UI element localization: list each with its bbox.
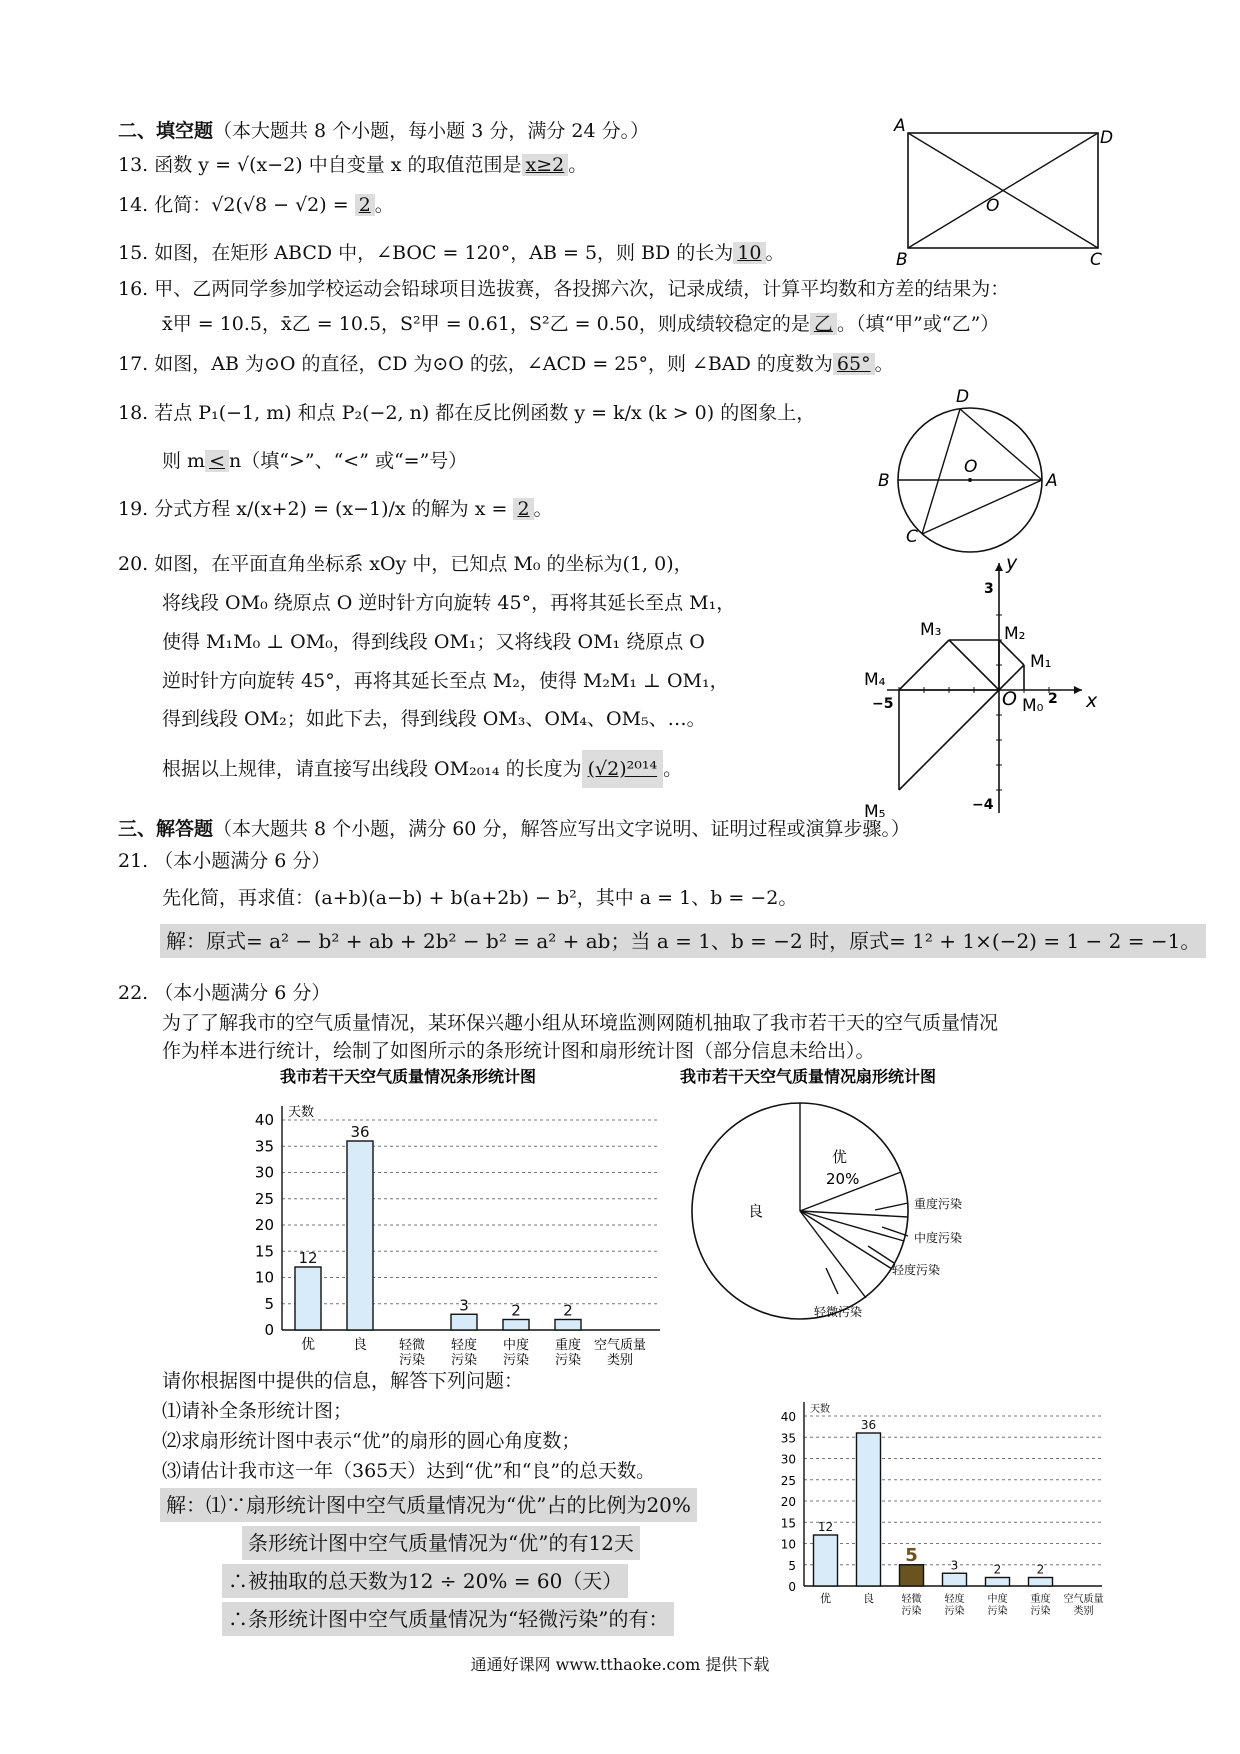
question-15: 15. 如图，在矩形 ABCD 中，∠BOC = 120°，AB = 5，则 BD 的长为 10 。 [118, 242, 785, 264]
y-axis-label: 天数 [810, 1404, 830, 1415]
y-tick-label: 35 [780, 1431, 796, 1446]
question-20-line4: 逆时针方向旋转 45°，再将其延长至点 M₂，使得 M₂M₁ ⊥ OM₁， [162, 670, 729, 692]
coord-label-m5: M₅ [864, 802, 886, 822]
pie-sector-line [800, 1211, 892, 1269]
x-tick-label: 轻度 [450, 1338, 478, 1353]
question-20-line2: 将线段 OM₀ 绕原点 O 逆时针方向旋转 45°，再将其延长至点 M₁， [162, 592, 736, 614]
x-axis-label: 类别 [606, 1353, 634, 1368]
bar [986, 1578, 1010, 1587]
question-19: 19. 分式方程 x/(x+2) = (x−1)/x 的解为 x = 2 。 [118, 498, 553, 520]
x-axis-label: 空气质量 [593, 1338, 647, 1353]
question-13: 13. 函数 y = √(x−2) 中自变量 x 的取值范围是 x≥2 。 [118, 154, 588, 176]
rect-label-d: D [1100, 128, 1114, 148]
y-tick-label: 30 [254, 1163, 274, 1182]
question-16: 16. 甲、乙两同学参加学校运动会铅球项目选拔赛，各投掷六次，记录成绩，计算平均数和方差的结果为： [118, 278, 1010, 300]
coord-label-y: y [1006, 555, 1018, 574]
bar-value-label: 5 [905, 1544, 918, 1566]
x-tick-label: 污染 [944, 1606, 965, 1617]
solution-22-step3: ∴被抽取的总天数为12 ÷ 20% = 60（天） [222, 1564, 628, 1598]
circle-label-d: D [956, 387, 970, 407]
pie-label-slight: 轻微污染 [814, 1305, 863, 1319]
bar-value-label: 3 [459, 1296, 469, 1315]
answer-17: 65° [833, 353, 875, 375]
x-tick-label: 良 [353, 1337, 367, 1353]
x-tick-label: 轻度 [944, 1594, 965, 1605]
solution-22-step1: 解：⑴∵扇形统计图中空气质量情况为“优”占的比例为20% [160, 1488, 697, 1522]
question-17: 17. 如图，AB 为⊙O 的直径，CD 为⊙O 的弦，∠ACD = 25°，则 ∠BAD 的度数为 65° 。 [118, 353, 894, 375]
rectangle-figure [890, 115, 1120, 265]
bar-value-label: 3 [950, 1558, 959, 1573]
answer-13: x≥2 [522, 154, 569, 176]
answer-15: 10 [733, 242, 765, 264]
y-tick-label: 10 [780, 1537, 796, 1552]
bar-chart-2 [762, 1382, 1132, 1634]
x-tick-label: 良 [863, 1592, 874, 1605]
pie-label-light: 轻度污染 [892, 1263, 941, 1277]
x-tick-label: 污染 [450, 1353, 478, 1368]
question-22-ask: 请你根据图中提供的信息，解答下列问题： [162, 1370, 524, 1392]
solution-22-step4: ∴条形统计图中空气质量情况为“轻微污染”的有： [222, 1602, 674, 1636]
y-tick-label: 40 [780, 1410, 796, 1424]
coord-label-x: x [1086, 690, 1098, 712]
circle-label-o: O [964, 457, 978, 477]
x-axis-label: 类别 [1073, 1606, 1094, 1617]
question-20-line5: 得到线段 OM₂；如此下去，得到线段 OM₃、OM₄、OM₅、…。 [162, 708, 706, 730]
x-tick-label: 污染 [398, 1353, 426, 1368]
page-footer: 通通好课网 www.tthaoke.com 提供下载 [470, 1655, 770, 1674]
question-22-part3: ⑶请估计我市这一年（365天）达到“优”和“良”的总天数。 [162, 1460, 656, 1482]
y-axis-label: 天数 [288, 1105, 315, 1120]
answer-20: (√2)²⁰¹⁴ [582, 750, 664, 788]
x-tick-label: 优 [301, 1337, 315, 1353]
coord-label-m3: M₃ [920, 620, 942, 640]
coord-label-m2: M₂ [1004, 624, 1026, 644]
rect-label-o: O [986, 196, 1000, 216]
coord-label-m4: M₄ [864, 670, 886, 690]
pie-label-heavy: 重度污染 [914, 1197, 963, 1211]
x-tick-label: 重度 [554, 1338, 582, 1353]
bar-value-label: 12 [298, 1249, 318, 1267]
bar [814, 1535, 838, 1586]
question-22-part2: ⑵求扇形统计图中表示“优”的扇形的圆心角度数； [162, 1430, 581, 1452]
x-tick-label: 中度 [502, 1338, 530, 1353]
question-22-line1: 为了了解我市的空气质量情况，某环保兴趣小组从环境监测网随机抽取了我市若干天的空气质量情况 [162, 1012, 999, 1034]
answer-14: 2 [355, 194, 375, 216]
coord-tick-neg5: −5 [872, 696, 894, 712]
y-tick-label: 40 [254, 1111, 274, 1129]
solution-21: 解：原式= a² − b² + ab + 2b² − b² = a² + ab；当 a = 1、b = −2 时，原式= 1² + 1×(−2) = 1 − 2 = −1。 [160, 924, 1206, 958]
question-21: 21. （本小题满分 6 分） [118, 850, 331, 872]
y-tick-label: 35 [254, 1137, 274, 1156]
solve-section-header: 三、解答题（本大题共 8 个小题，满分 60 分，解答应写出文字说明、证明过程或演算步骤。） [118, 818, 910, 840]
pie-chart [670, 1064, 1000, 1364]
coordinate-figure [842, 555, 1102, 825]
x-tick-label: 污染 [987, 1606, 1008, 1617]
y-tick-label: 5 [264, 1294, 274, 1313]
question-22-line2: 作为样本进行统计，绘制了如图所示的条形统计图和扇形统计图（部分信息未给出）。 [162, 1040, 875, 1062]
y-tick-label: 10 [254, 1268, 274, 1287]
circle-label-b: B [878, 471, 890, 491]
y-tick-label: 0 [264, 1321, 274, 1339]
y-tick-label: 20 [780, 1495, 796, 1509]
pie-label-you-pct: 20% [826, 1170, 860, 1188]
bar [555, 1320, 581, 1331]
bar-chart-1-title: 我市若干天空气质量情况条形统计图 [280, 1067, 537, 1086]
bar-value-label: 2 [1036, 1562, 1045, 1577]
y-tick-label: 20 [254, 1216, 274, 1234]
answer-16: 乙 [810, 313, 837, 335]
x-tick-label: 轻微 [398, 1338, 426, 1353]
bar [900, 1565, 924, 1586]
x-tick-label: 优 [820, 1592, 831, 1605]
circle-figure [870, 380, 1080, 560]
y-tick-label: 5 [788, 1558, 796, 1573]
answer-18: < [205, 450, 229, 472]
bar-value-label: 12 [817, 1520, 834, 1534]
pie-chart-title: 我市若干天空气质量情况扇形统计图 [680, 1067, 937, 1086]
y-tick-label: 15 [780, 1516, 796, 1531]
y-tick-label: 15 [254, 1242, 274, 1261]
pie-label-mid: 中度污染 [914, 1231, 963, 1245]
bar [857, 1433, 881, 1586]
solution-22-step2: 条形统计图中空气质量情况为“优”的有12天 [242, 1526, 640, 1560]
coord-tick-2: 2 [1048, 691, 1058, 707]
bar [503, 1320, 529, 1331]
question-16-line2: x̄甲 = 10.5，x̄乙 = 10.5，S²甲 = 0.61，S²乙 = 0.50，则成绩较稳定的是 乙 。（填“甲”或“乙”） [162, 313, 1000, 335]
bar [295, 1267, 321, 1330]
question-20-line6: 根据以上规律，请直接写出线段 OM₂₀₁₄ 的长度为 (√2)²⁰¹⁴ 。 [162, 756, 682, 782]
bar-value-label: 2 [993, 1562, 1002, 1577]
y-tick-label: 30 [780, 1452, 796, 1467]
bar-value-label: 36 [350, 1123, 370, 1141]
x-tick-label: 污染 [1030, 1606, 1051, 1617]
question-22-part1: ⑴请补全条形统计图； [162, 1400, 353, 1422]
answer-19: 2 [513, 498, 533, 520]
pie-label-you: 优 [832, 1148, 848, 1166]
pie-sector-line [800, 1211, 866, 1298]
bar [451, 1314, 477, 1330]
question-22: 22. （本小题满分 6 分） [118, 982, 331, 1004]
coord-tick-neg4: −4 [972, 797, 994, 813]
x-tick-label: 重度 [1030, 1594, 1051, 1605]
fill-section-header: 二、填空题（本大题共 8 个小题，每小题 3 分，满分 24 分。） [118, 120, 650, 142]
x-axis-label: 空气质量 [1063, 1594, 1104, 1605]
rect-label-a: A [894, 116, 906, 136]
circle-label-a: A [1046, 471, 1058, 491]
rect-label-b: B [896, 250, 908, 265]
bar-chart-1 [240, 1064, 680, 1370]
x-tick-label: 中度 [987, 1594, 1008, 1605]
y-tick-label: 0 [788, 1580, 796, 1594]
y-tick-label: 25 [780, 1473, 796, 1488]
question-21-text: 先化简，再求值：(a+b)(a−b) + b(a+2b) − b²，其中 a = 1、b = −2。 [162, 887, 798, 909]
x-tick-label: 污染 [901, 1606, 922, 1617]
y-tick-label: 25 [254, 1189, 274, 1208]
coord-label-m1: M₁ [1030, 652, 1052, 672]
bar-value-label: 2 [563, 1301, 573, 1320]
question-14: 14. 化简：√2(√8 − √2) = 2 。 [118, 194, 394, 216]
question-18: 18. 若点 P₁(−1, m) 和点 P₂(−2, n) 都在反比例函数 y = k/x (k > 0) 的图象上， [118, 402, 816, 424]
rect-label-c: C [1090, 250, 1102, 265]
x-tick-label: 轻微 [901, 1594, 922, 1605]
coord-label-o: O [1002, 688, 1017, 710]
bar [1029, 1578, 1053, 1587]
question-18-line2: 则 m < n（填“>”、“<” 或“=”号） [162, 450, 468, 472]
pie-label-liang: 良 [748, 1202, 764, 1220]
bar [943, 1573, 967, 1586]
coord-tick-3: 3 [984, 581, 994, 597]
coord-label-m0: M₀ [1022, 696, 1044, 716]
x-tick-label: 污染 [502, 1353, 530, 1368]
x-tick-label: 污染 [554, 1353, 582, 1368]
bar-value-label: 36 [860, 1418, 877, 1432]
bar [347, 1141, 373, 1330]
circle-label-c: C [906, 527, 918, 547]
question-20: 20. 如图，在平面直角坐标系 xOy 中，已知点 M₀ 的坐标为(1, 0)， [118, 553, 693, 575]
question-20-line3: 使得 M₁M₀ ⊥ OM₀，得到线段 OM₁；又将线段 OM₁ 绕原点 O [162, 631, 705, 653]
bar-value-label: 2 [511, 1301, 521, 1320]
